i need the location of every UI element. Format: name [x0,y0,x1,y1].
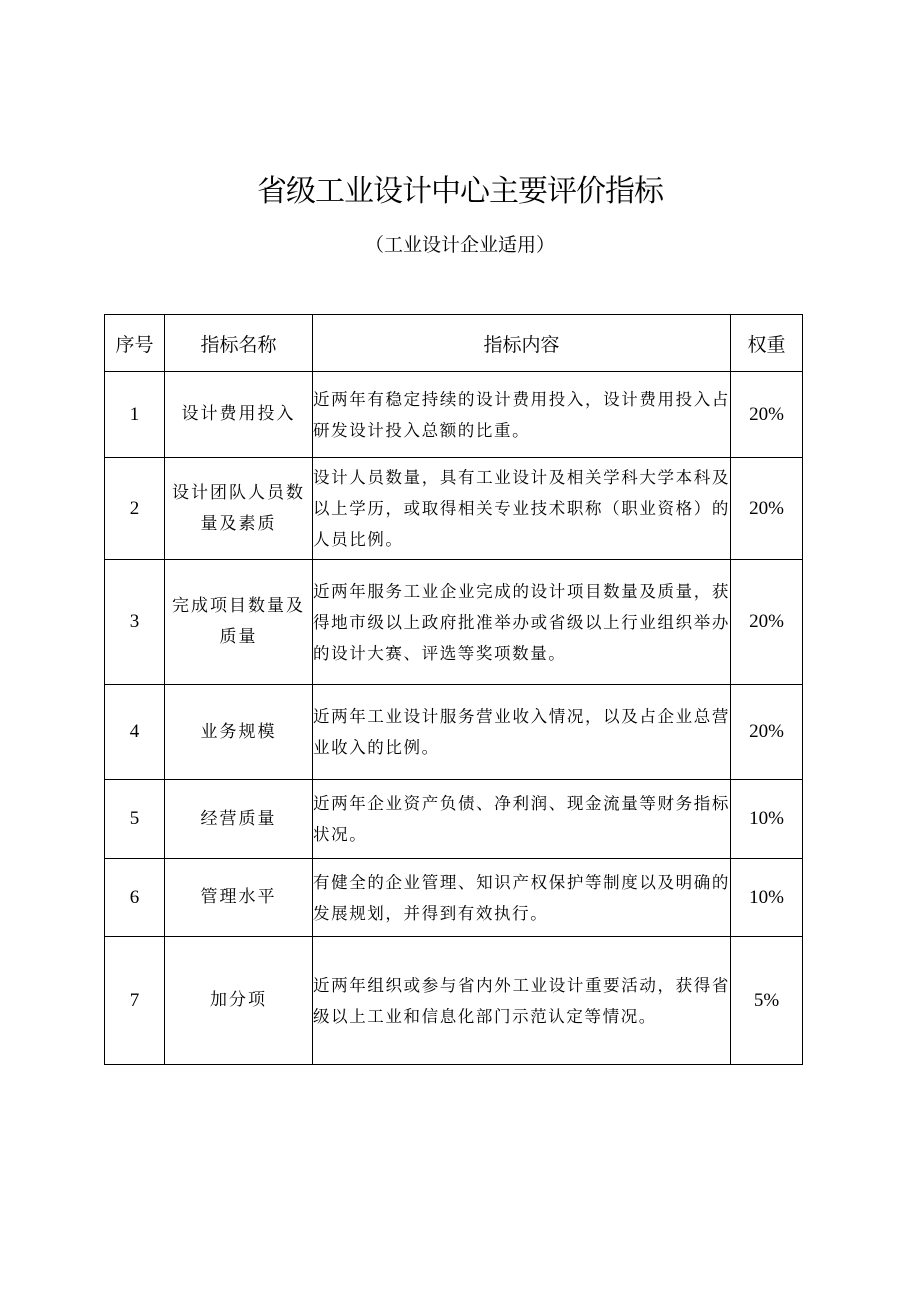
row-weight: 20% [731,560,803,685]
row-weight: 20% [731,458,803,560]
row-seq: 3 [105,560,165,685]
row-seq: 1 [105,372,165,458]
table-row [105,780,803,859]
table-row [105,685,803,780]
row-seq: 6 [105,859,165,937]
row-content: 近两年组织或参与省内外工业设计重要活动，获得省级以上工业和信息化部门示范认定等情况。 [313,937,731,1065]
row-weight: 10% [731,780,803,859]
row-name: 经营质量 [165,780,313,859]
row-content: 设计人员数量，具有工业设计及相关学科大学本科及以上学历，或取得相关专业技术职称（职业资格）的人员比例。 [313,458,731,560]
table-row [105,372,803,458]
row-weight: 20% [731,685,803,780]
row-content: 近两年有稳定持续的设计费用投入，设计费用投入占研发设计投入总额的比重。 [313,372,731,458]
row-seq: 4 [105,685,165,780]
document-subtitle: （工业设计企业适用） [364,234,555,256]
table-row [105,859,803,937]
table-header-row [105,315,803,372]
row-content: 近两年企业资产负债、净利润、现金流量等财务指标状况。 [313,780,731,859]
row-name: 管理水平 [165,859,313,937]
table-row [105,458,803,560]
row-seq: 7 [105,937,165,1065]
row-weight: 5% [731,937,803,1065]
row-name: 加分项 [165,937,313,1065]
row-weight: 10% [731,859,803,937]
header-name: 指标名称 [165,315,313,372]
row-name: 设计团队人员数量及素质 [165,458,313,560]
document-title: 省级工业设计中心主要评价指标 [257,174,663,209]
header-content: 指标内容 [313,315,731,372]
row-seq: 2 [105,458,165,560]
row-seq: 5 [105,780,165,859]
row-name: 业务规模 [165,685,313,780]
row-content: 有健全的企业管理、知识产权保护等制度以及明确的发展规划，并得到有效执行。 [313,859,731,937]
row-content: 近两年服务工业企业完成的设计项目数量及质量，获得地市级以上政府批准举办或省级以上行业组织举办的设计大赛、评选等奖项数量。 [313,560,731,685]
evaluation-index-table [104,314,803,1065]
header-weight: 权重 [731,315,803,372]
table-row [105,560,803,685]
table-row [105,937,803,1065]
row-weight: 20% [731,372,803,458]
row-name: 设计费用投入 [165,372,313,458]
row-name: 完成项目数量及质量 [165,560,313,685]
header-seq: 序号 [105,315,165,372]
row-content: 近两年工业设计服务营业收入情况，以及占企业总营业收入的比例。 [313,685,731,780]
